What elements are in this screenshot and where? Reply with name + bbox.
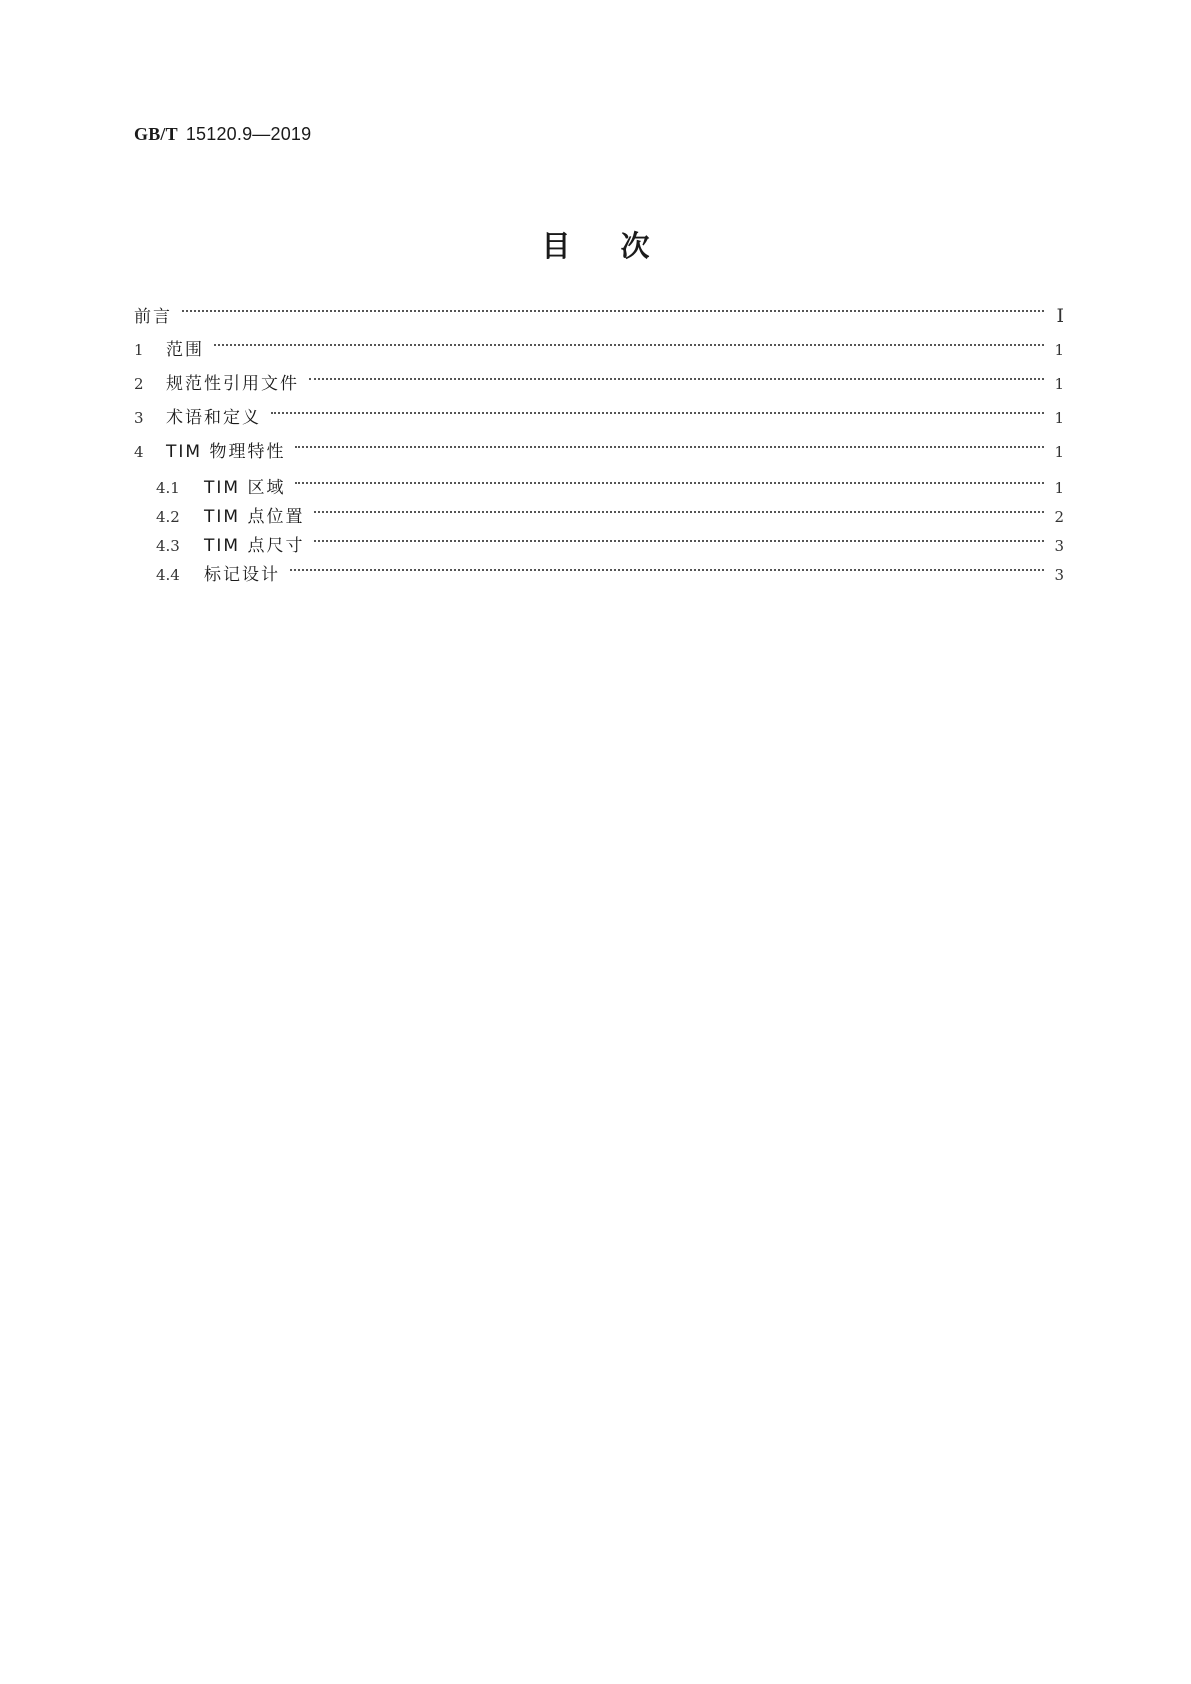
- toc-leader-dots: [314, 511, 1044, 513]
- toc-entry-number: 4.2: [156, 508, 180, 526]
- toc-entry-label: TIM 物理特性: [166, 442, 286, 462]
- toc-leader-dots: [295, 482, 1044, 484]
- toc-entry-page: 1: [1054, 409, 1064, 427]
- toc-entry-number: 4.1: [156, 479, 180, 497]
- toc-entry-label: 标记设计: [204, 565, 280, 585]
- toc-entry-page: 2: [1054, 508, 1064, 526]
- toc-entry-2[interactable]: [134, 372, 1064, 396]
- toc-entry-4-4[interactable]: [156, 563, 1064, 587]
- toc-leader-dots: [271, 412, 1044, 414]
- toc-title: 目次: [541, 229, 700, 263]
- standard-code: 15120.9—2019: [185, 124, 312, 144]
- toc-entry-page: Ⅰ: [1056, 305, 1064, 327]
- toc-leader-dots: [290, 569, 1044, 571]
- toc-entry-label: TIM 点尺寸: [204, 536, 305, 556]
- toc-entry-number: 2: [134, 375, 144, 393]
- toc-entry-label: 规范性引用文件: [166, 374, 299, 394]
- toc-entry-4-1[interactable]: [156, 476, 1064, 500]
- toc-entry-4-2[interactable]: [156, 505, 1064, 529]
- toc-entry-label: 范围: [166, 340, 204, 360]
- toc-entry-1[interactable]: [134, 338, 1064, 362]
- standard-number: [134, 124, 311, 145]
- toc-entry-number: 1: [134, 341, 144, 359]
- toc-entry-number: 3: [134, 409, 144, 427]
- toc-entry-page: 1: [1054, 479, 1064, 497]
- toc-entry-3[interactable]: [134, 406, 1064, 430]
- toc-leader-dots: [182, 310, 1044, 312]
- toc-entry-label: TIM 点位置: [204, 507, 305, 527]
- toc-entry-page: 3: [1054, 566, 1064, 584]
- toc-entry-4-3[interactable]: [156, 534, 1064, 558]
- toc-leader-dots: [314, 540, 1044, 542]
- toc-entry-page: 3: [1054, 537, 1064, 555]
- toc-entry-page: 1: [1054, 443, 1064, 461]
- toc-leader-dots: [214, 344, 1044, 346]
- standard-prefix: GB/T: [134, 124, 178, 144]
- toc-entry-label: 术语和定义: [166, 408, 261, 428]
- toc-entry-number: 4: [134, 443, 144, 461]
- toc-leader-dots: [295, 446, 1044, 448]
- toc-leader-dots: [309, 378, 1044, 380]
- toc-entry-label: 前言: [134, 307, 172, 327]
- toc-entry-4[interactable]: [134, 440, 1064, 464]
- toc-entry-page: 1: [1054, 375, 1064, 393]
- toc-entry-foreword[interactable]: [134, 304, 1064, 328]
- toc-entry-label: TIM 区域: [204, 478, 286, 498]
- toc-entry-page: 1: [1054, 341, 1064, 359]
- toc-entry-number: 4.4: [156, 566, 180, 584]
- toc-entry-number: 4.3: [156, 537, 180, 555]
